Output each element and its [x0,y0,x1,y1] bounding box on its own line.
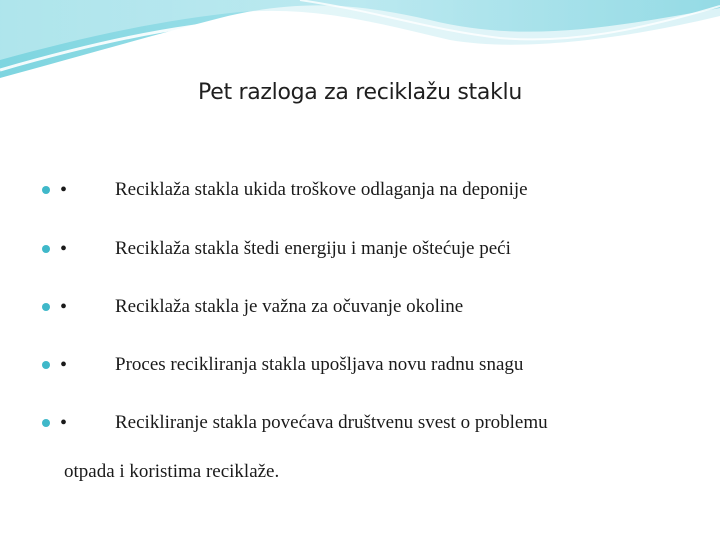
bullet-mark: • [60,354,68,376]
bullet-item [0,409,720,439]
bullet-item [0,293,720,323]
slide-title: Pet razloga za reciklažu staklu [198,80,522,105]
bullet-continuation-text: otpada i koristima reciklaže. [64,461,280,482]
bullet-item [0,351,720,381]
bullet-text: Reciklaža stakla ukida troškove odlaganja na deponije [115,179,528,200]
bullet-mark: • [60,238,68,260]
bullet-dot-icon [42,419,50,427]
bullet-text: Recikliranje stakla povećava društvenu svest o problemu [115,412,548,433]
bullet-dot-icon [42,186,50,194]
bullet-dot-icon [42,303,50,311]
bullet-item [0,176,720,206]
bullet-mark: • [60,179,68,201]
bullet-dot-icon [42,245,50,253]
bullet-mark: • [60,296,68,318]
bullet-dot-icon [42,361,50,369]
bullet-mark: • [60,412,68,434]
bullet-text: Reciklaža stakla je važna za očuvanje okoline [115,296,464,317]
bullet-text: Proces recikliranja stakla upošljava novu radnu snagu [115,354,524,375]
bullet-text: Reciklaža stakla štedi energiju i manje oštećuje peći [115,238,511,259]
bullet-item [0,235,720,265]
